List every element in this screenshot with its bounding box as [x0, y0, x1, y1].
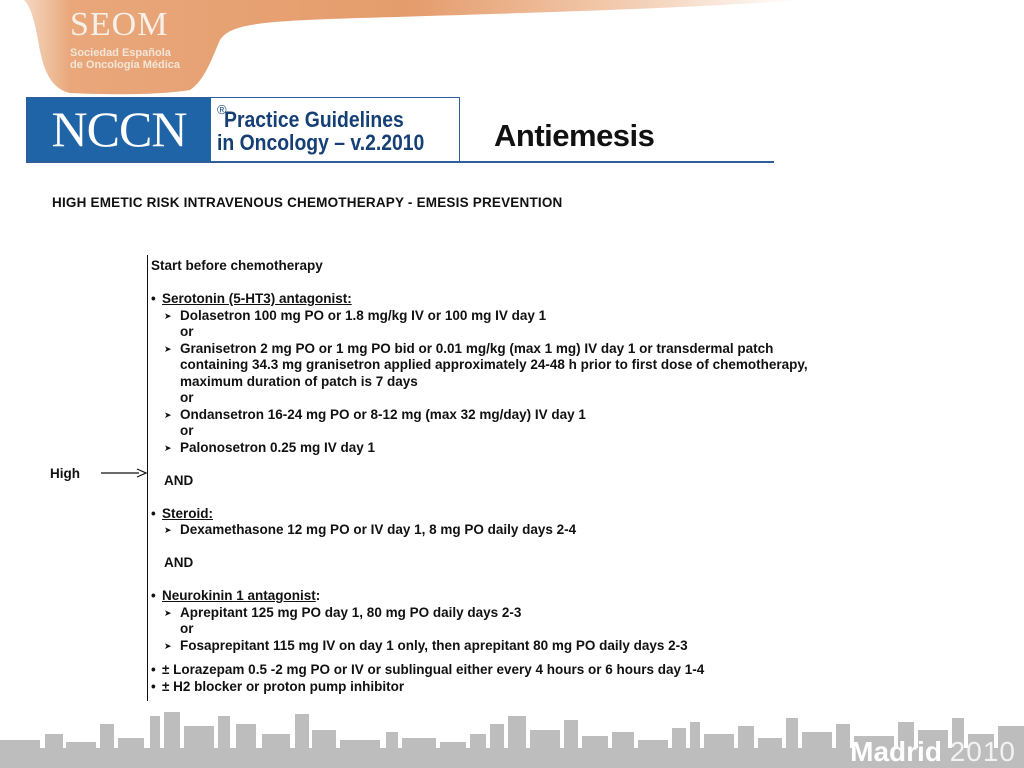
- h2-item: [151, 679, 808, 696]
- list-item: [151, 522, 808, 539]
- list-item: [151, 407, 808, 424]
- or-text: or: [180, 390, 194, 405]
- madrid-logo: [850, 736, 1016, 768]
- page-title: Antiemesis: [494, 118, 655, 153]
- or-text: or: [180, 621, 194, 636]
- granisetron-text-1: Granisetron 2 mg PO or 1 mg PO bid or 0.01 mg/kg (max 1 mg) IV day 1 or transdermal patch: [180, 340, 774, 356]
- and-text: AND: [164, 472, 194, 488]
- banner-underline: [26, 161, 774, 163]
- risk-level-label: High: [50, 466, 80, 481]
- seom-line2: de Oncología Médica: [70, 59, 181, 71]
- guidelines-line2: in Oncology – v.2.2010: [217, 130, 425, 155]
- list-item: [151, 341, 808, 358]
- nccn-logo: NCCN: [27, 98, 211, 161]
- serotonin-header: [151, 291, 808, 308]
- seom-name: SEOM: [70, 6, 169, 43]
- bullet-icon: •: [151, 505, 156, 521]
- granisetron-text-2: containing 34.3 mg granisetron applied approximately 24-48 h prior to first dose of chemotherapy,: [180, 357, 808, 372]
- aprepitant-text: Aprepitant 125 mg PO day 1, 80 mg PO daily days 2-3: [180, 604, 522, 620]
- footer-year: 2010: [949, 736, 1016, 767]
- steroid-header: [151, 506, 808, 523]
- footer-city: Madrid: [850, 736, 942, 767]
- list-item: [151, 440, 808, 457]
- granisetron-text-3: maximum duration of patch is 7 days: [180, 373, 418, 389]
- nk1-colon: :: [315, 588, 321, 603]
- h2-text: ± H2 blocker or proton pump inhibitor: [162, 678, 405, 694]
- triangle-bullet-icon: ➤: [164, 409, 172, 420]
- palonosetron-text: Palonosetron 0.25 mg IV day 1: [180, 439, 376, 455]
- start-note: Start before chemotherapy: [151, 258, 323, 273]
- triangle-bullet-icon: ➤: [164, 343, 172, 354]
- bullet-icon: •: [151, 588, 156, 603]
- triangle-bullet-icon: ➤: [164, 640, 172, 651]
- fosaprepitant-text: Fosaprepitant 115 mg IV on day 1 only, then aprepitant 80 mg PO daily days 2-3: [180, 637, 688, 653]
- list-item: [151, 605, 808, 622]
- nccn-banner: [26, 97, 460, 162]
- serotonin-title: Serotonin (5-HT3) antagonist:: [162, 291, 352, 306]
- lorazepam-text: ± Lorazepam 0.5 -2 mg PO or IV or sublingual either every 4 hours or 6 hours day 1-4: [162, 662, 705, 677]
- triangle-bullet-icon: ➤: [164, 442, 172, 453]
- nccn-guidelines-text: [217, 108, 424, 154]
- dexamethasone-text: Dexamethasone 12 mg PO or IV day 1, 8 mg PO daily days 2-4: [180, 522, 577, 537]
- or-text: or: [180, 423, 194, 438]
- list-item: [151, 638, 808, 655]
- and-text: AND: [164, 555, 194, 570]
- bullet-icon: •: [151, 678, 156, 694]
- bracket-line: [147, 255, 148, 701]
- triangle-bullet-icon: ➤: [164, 607, 172, 618]
- triangle-bullet-icon: ➤: [164, 310, 172, 321]
- or-text: or: [180, 324, 194, 339]
- dolasetron-text: Dolasetron 100 mg PO or 1.8 mg/kg IV or 100 mg IV day 1: [180, 307, 547, 323]
- nk1-title: Neurokinin 1 antagonist: [162, 588, 316, 603]
- bullet-icon: •: [151, 291, 156, 306]
- ondansetron-text: Ondansetron 16-24 mg PO or 8-12 mg (max 32 mg/day) IV day 1: [180, 406, 586, 422]
- seom-logo: [70, 8, 180, 71]
- right-arrow-icon: [101, 467, 147, 479]
- steroid-title: Steroid:: [162, 505, 214, 521]
- bullet-icon: •: [151, 662, 156, 677]
- nk1-header: [151, 588, 808, 605]
- seom-line1: Sociedad Española: [70, 47, 171, 59]
- list-item: [151, 308, 808, 325]
- section-heading: HIGH EMETIC RISK INTRAVENOUS CHEMOTHERAPY - EMESIS PREVENTION: [52, 195, 563, 210]
- registered-mark: ®: [217, 102, 227, 117]
- lorazepam-item: [151, 662, 808, 679]
- guidelines-line1: Practice Guidelines: [224, 107, 404, 132]
- triangle-bullet-icon: ➤: [164, 525, 172, 535]
- regimen-list: [151, 258, 808, 695]
